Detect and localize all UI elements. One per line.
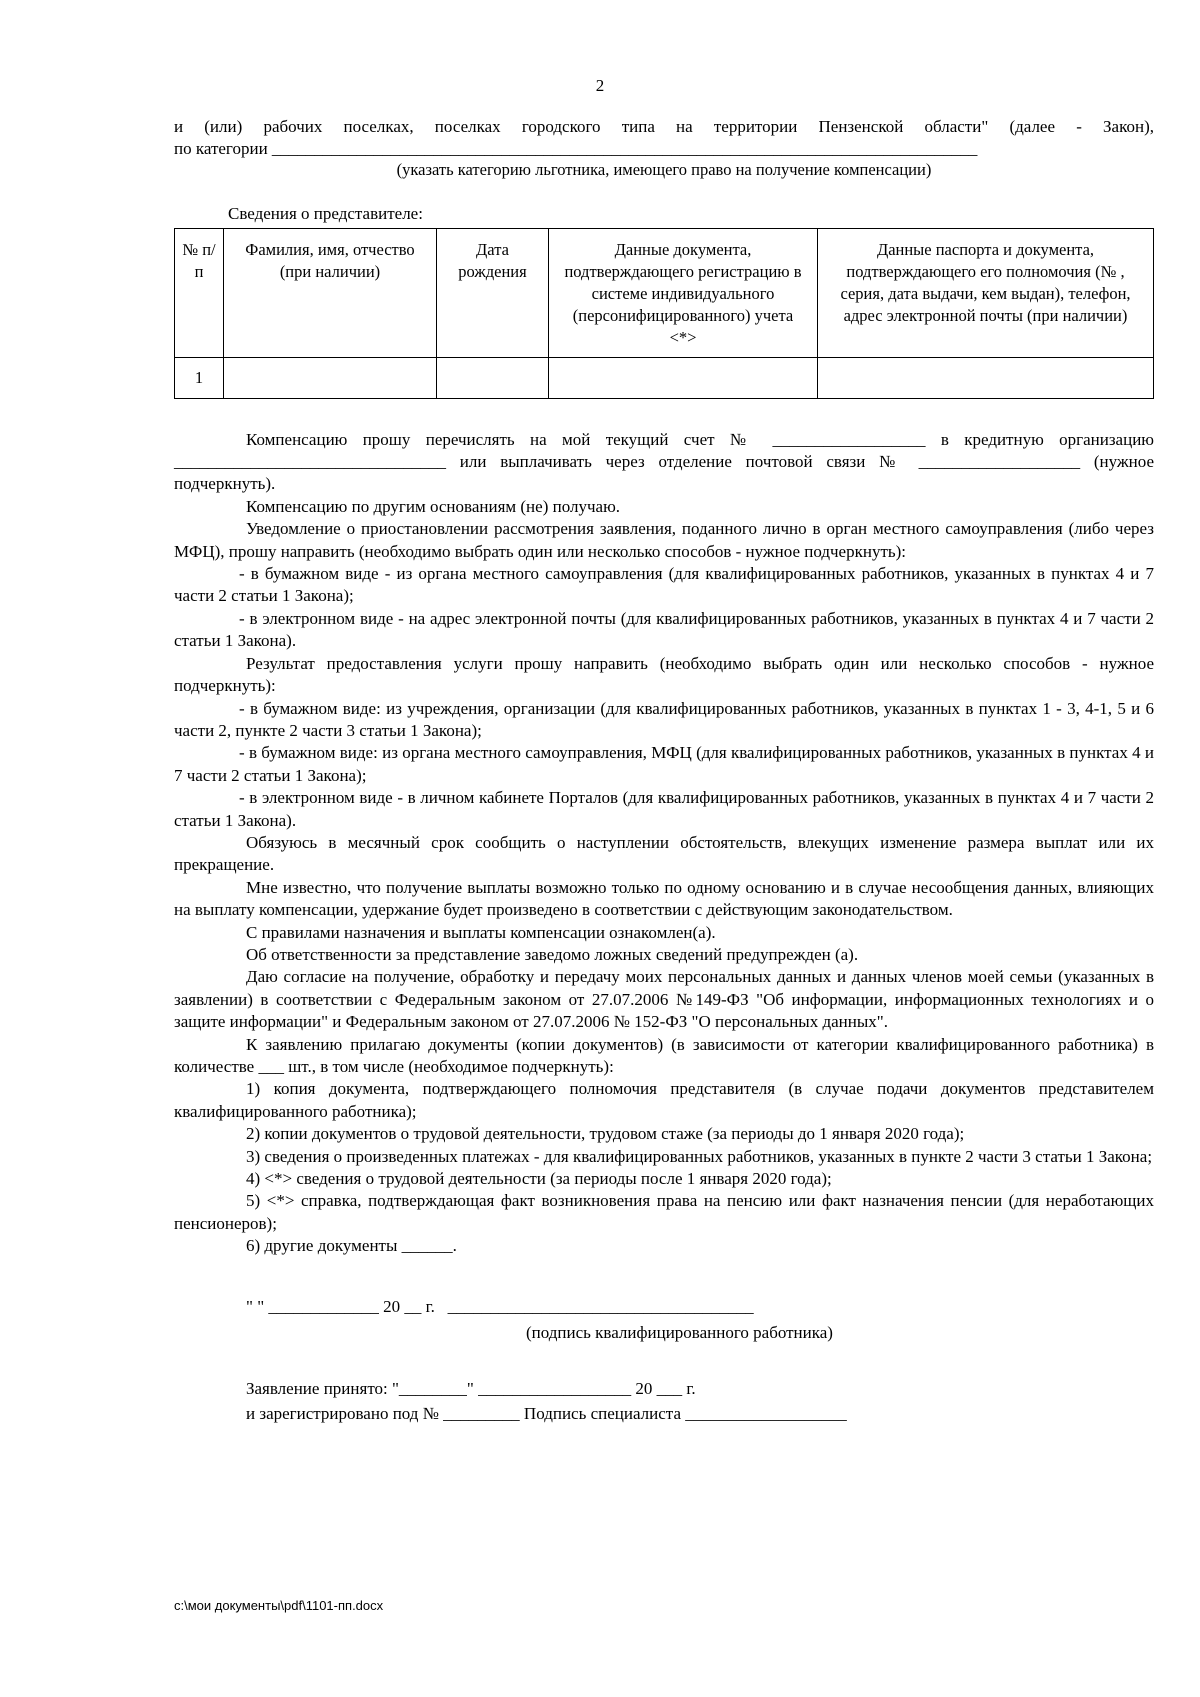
attachments-paragraph: К заявлению прилагаю документы (копии документов) (в зависимости от категории квалифицированного работника) в количестве ___ шт., в том числе (необходимое подчеркнуть): [174, 1034, 1154, 1076]
result-paragraph: Результат предоставления услуги прошу направить (необходимо выбрать один или несколько способов - нужное подчеркнуть): [174, 653, 1154, 696]
obligation-paragraph: Обязуюсь в месячный срок сообщить о наступлении обстоятельств, влекущих изменение размера выплат или их прекращение. [174, 832, 1154, 875]
document-body [174, 116, 1154, 1425]
header-registration-doc: Данные документа, подтверждающего регистрацию в системе индивидуального (персонифицированного) учета <*> [549, 228, 818, 357]
intro-caption: (указать категорию льготника, имеющего право на получение компенсации) [396, 159, 932, 179]
result-paper-option-1: - в бумажном виде: из учреждения, организации (для квалифицированных работников, указанных в пунктах 1 - 3, 4-1, 5 и 6 части 2, пункте 2 части 3 статьи 1 Закона); [174, 698, 1154, 740]
notification-paper-option: - в бумажном виде - из органа местного самоуправления (для квалифицированных работников, указанных в пунктах 4 и 7 части 2 статьи 1 Закона); [174, 564, 1154, 606]
notification-paragraph: Уведомление о приостановлении рассмотрения заявления, поданного лично в орган местного самоуправления (либо через МФЦ), прошу направить (необходимо выбрать один или несколько способов - нужное подчеркнуть): [174, 519, 1154, 561]
result-paper-option-2: - в бумажном виде: из органа местного самоуправления, МФЦ (для квалифицированных работников, указанных в пунктах 4 и 7 части 2 статьи 1 Закона); [174, 743, 1154, 785]
result-electronic-option: - в электронном виде - в личном кабинете Порталов (для квалифицированных работников, указанных в пунктах 4 и 7 части 2 статьи 1 Закона). [174, 788, 1154, 830]
cell-birthdate[interactable] [437, 357, 549, 398]
intro-line-2: по категории ___________________________________________________________________________________ [174, 139, 978, 159]
representative-title: Сведения о представителе: [228, 204, 423, 224]
cell-passport[interactable] [818, 357, 1154, 398]
acceptance-line-1: Заявление принято: "________" __________________ 20 ___ г. [246, 1379, 696, 1399]
file-path-footer: c:\мои документы\pdf\1101-пп.docx [174, 1598, 384, 1613]
signature-date-line: " " _____________ 20 __ г. ____________________________________ [246, 1296, 754, 1316]
cell-name[interactable] [224, 357, 437, 398]
notification-electronic-option: - в электронном виде - на адрес электронной почты (для квалифицированных работников, указанных в пунктах 4 и 7 части 2 статьи 1 Закона). [174, 608, 1154, 651]
signature-caption: (подпись квалифицированного работника) [526, 1323, 833, 1343]
header-birthdate: Дата рождения [437, 228, 549, 357]
responsibility-paragraph: Об ответственности за представление заведомо ложных сведений предупрежден (а). [246, 944, 859, 964]
acceptance-line-2: и зарегистрировано под № _________ Подпись специалиста ___________________ [246, 1403, 847, 1423]
attachment-item-1: 1) копия документа, подтверждающего полномочия представителя (в случае подачи документов представителем квалифицированного работника); [174, 1079, 1154, 1121]
other-grounds-paragraph: Компенсацию по другим основаниям (не) получаю. [246, 496, 621, 516]
attachment-item-5: 5) <*> справка, подтверждающая факт возникновения права на пенсию или факт назначения пенсии (для неработающих пенсионеров); [174, 1191, 1154, 1233]
rules-paragraph: С правилами назначения и выплаты компенсации ознакомлен(а). [246, 922, 716, 942]
statement-block [174, 429, 1154, 1258]
table-row [175, 357, 1154, 398]
consent-paragraph: Даю согласие на получение, обработку и передачу моих персональных данных и данных членов моей семьи (указанных в заявлении) в соответствии с Федеральным законом от 27.07.2006 №149-ФЗ "Об информации, информационных технологиях и о защите информации" и Федеральным законом от 27.07.2006 № 152-ФЗ "О персональных данных". [174, 967, 1154, 1032]
awareness-paragraph: Мне известно, что получение выплаты возможно только по одному основанию и в случае несообщения данных, влияющих на выплату компенсации, удержание будет произведено в соответствии с действующим законодательством. [174, 877, 1154, 920]
header-number: № п/п [175, 228, 224, 357]
signature-block [174, 1296, 1154, 1345]
attachment-item-6: 6) другие документы ______. [246, 1236, 457, 1256]
acceptance-block [174, 1378, 1154, 1425]
intro-line-1: и (или) рабочих поселках, поселках городского типа на территории Пензенской области" (далее - Закон), [174, 117, 1154, 136]
representative-table [174, 228, 1154, 399]
attachment-item-4: 4) <*> сведения о трудовой деятельности (за периоды после 1 января 2020 года); [246, 1169, 832, 1189]
page-number: 2 [595, 76, 605, 95]
cell-registration-doc[interactable] [549, 357, 818, 398]
header-name: Фамилия, имя, отчество (при наличии) [224, 228, 437, 357]
attachment-item-2: 2) копии документов о трудовой деятельности, трудовом стаже (за периоды до 1 января 2020 года); [246, 1124, 965, 1144]
attachment-item-3: 3) сведения о произведенных платежах - для квалифицированных работников, указанных в пункте 2 части 3 статьи 1 Закона; [246, 1146, 1153, 1166]
payment-paragraph: Компенсацию прошу перечислять на мой текущий счет № __________________ в кредитную организацию ________________________________ или выплачивать через отделение почтовой связи № ___________________ (нужное подчеркнуть). [174, 429, 1154, 494]
table-header-row [175, 228, 1154, 357]
row-number: 1 [175, 357, 224, 398]
header-passport: Данные паспорта и документа, подтверждающего его полномочия (№ , серия, дата выдачи, кем выдан), телефон, адрес электронной почты (при наличии) [818, 228, 1154, 357]
